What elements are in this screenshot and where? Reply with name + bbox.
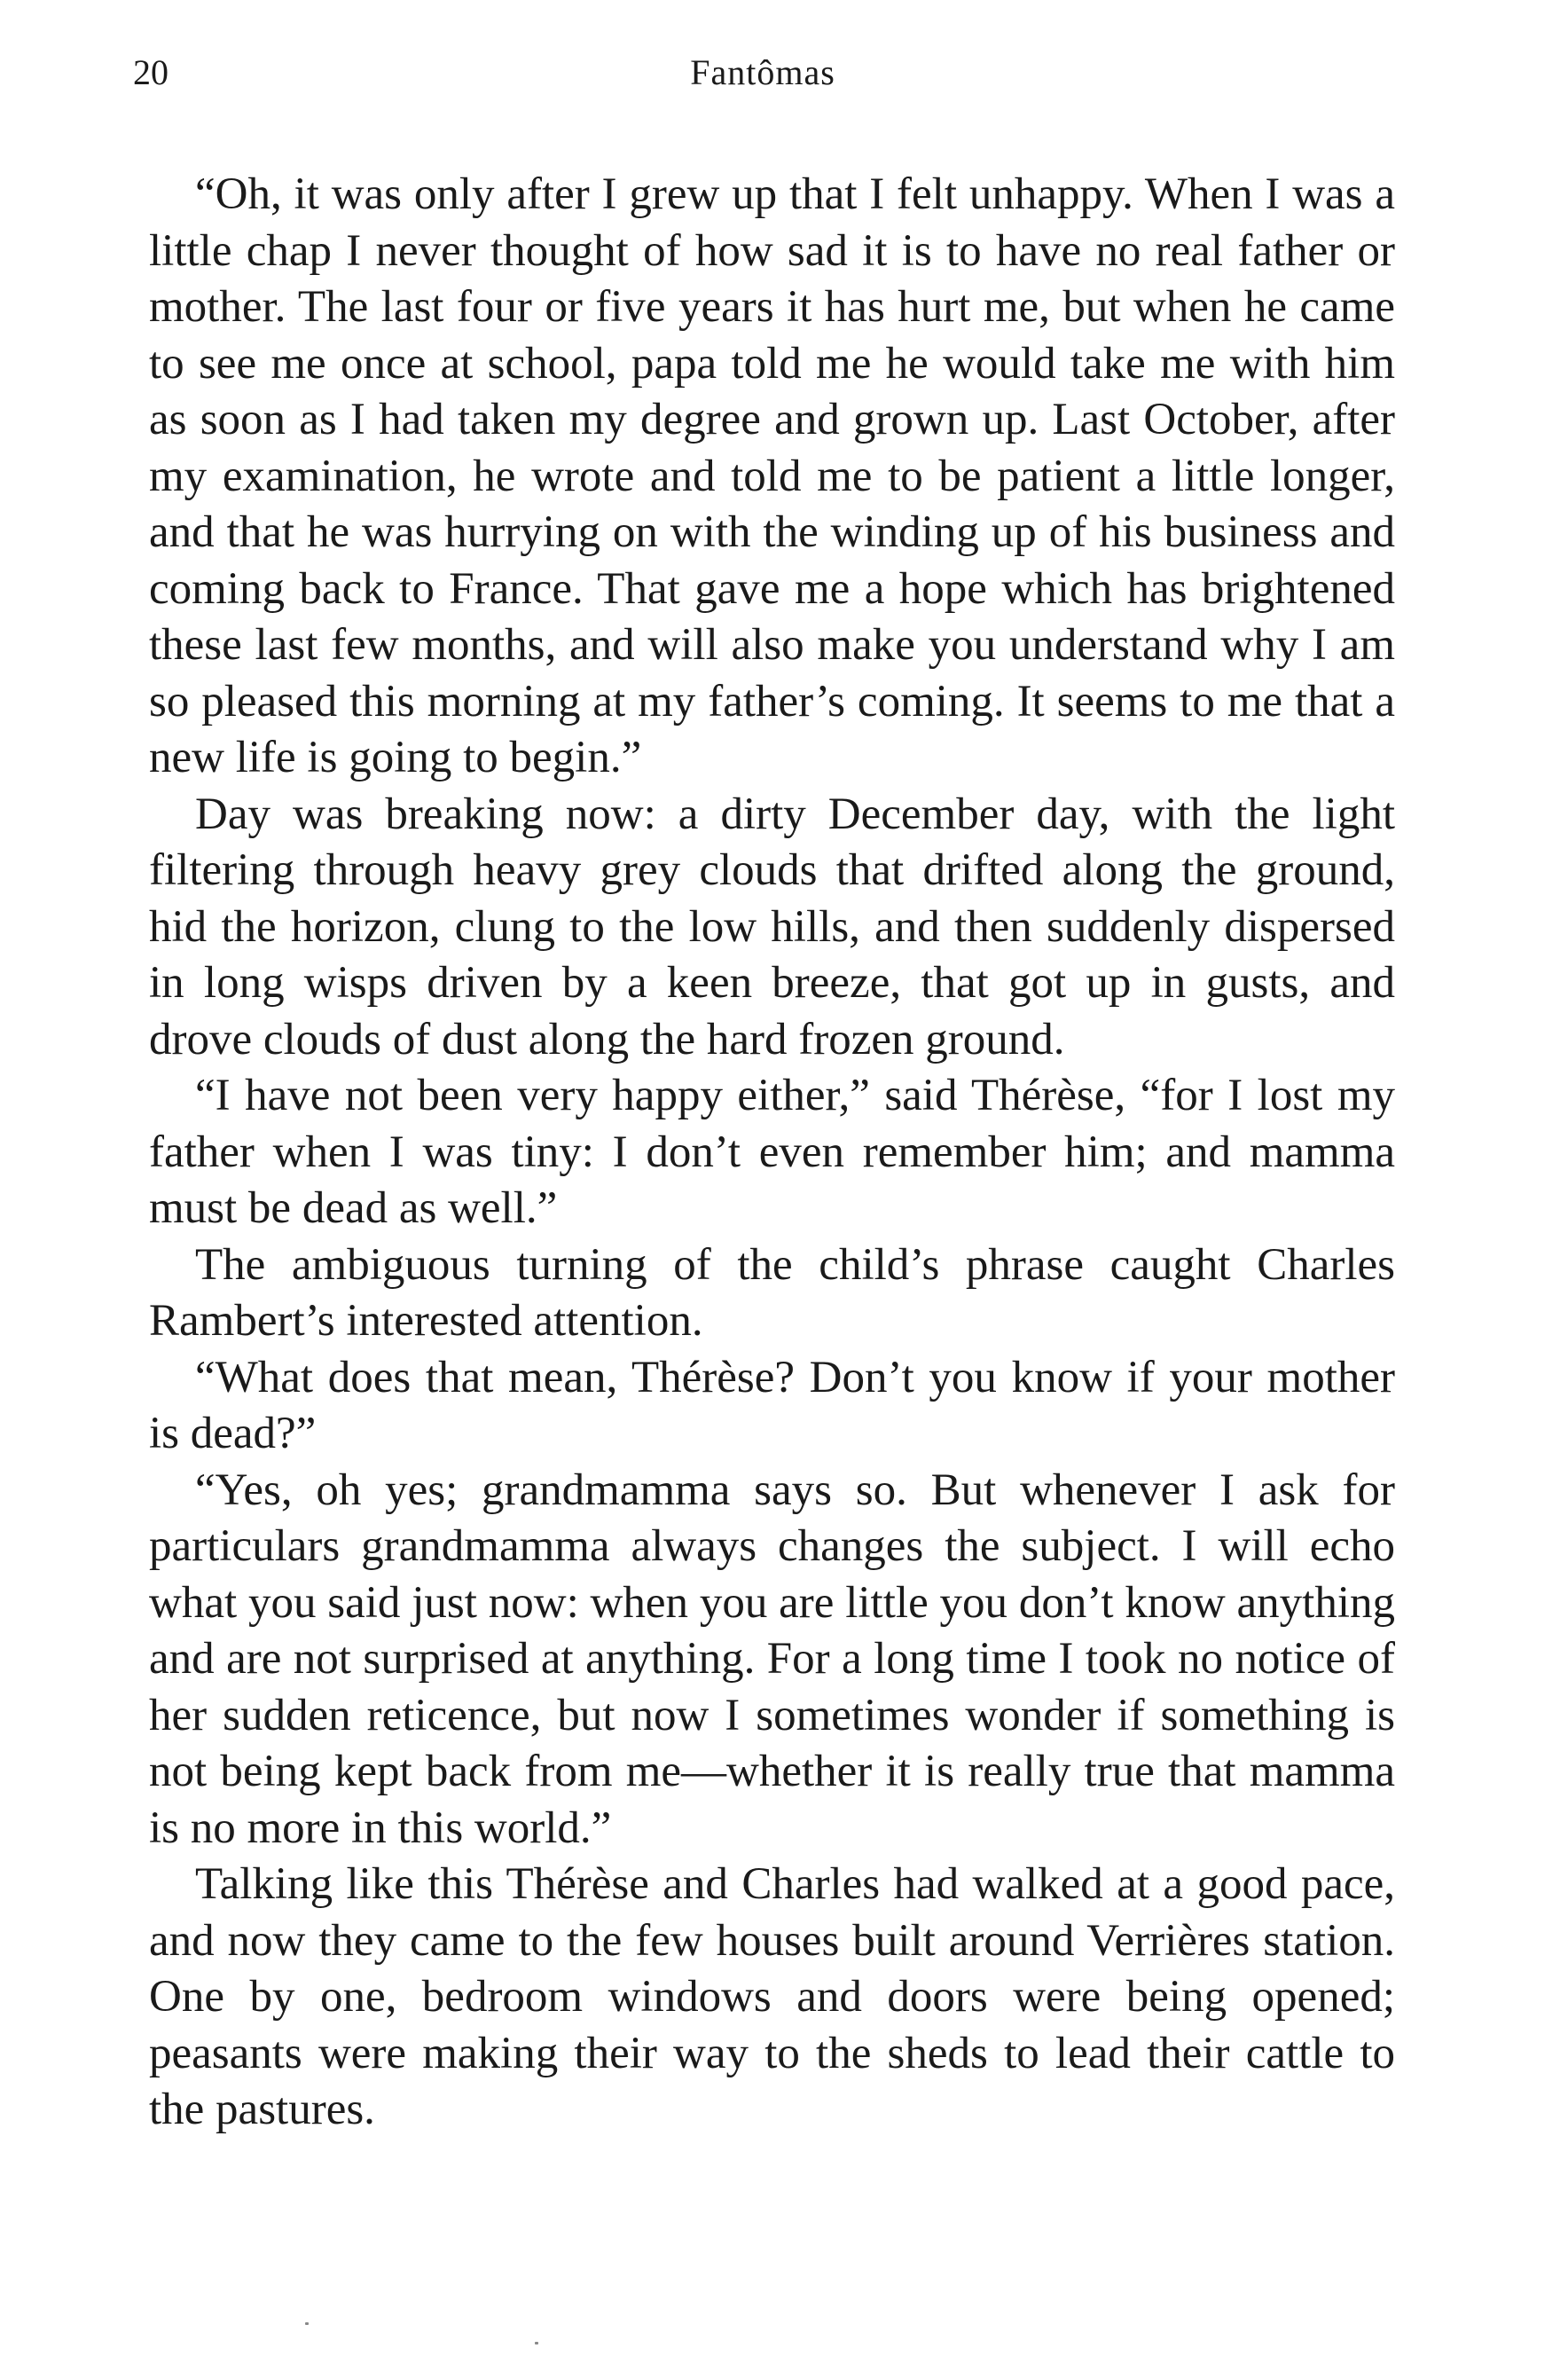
scan-speck: [535, 2342, 538, 2344]
scan-speck: [305, 2322, 309, 2325]
paragraph: Talking like this Thérèse and Charles had walked at a good pace, and now they came to the few houses built around Verrières station. One by one, bedroom windows and doors were being opened; peasants were making their way to the sheds to lead their cattle to the pastures.: [149, 1859, 1395, 2134]
paragraph: Day was breaking now: a dirty December day, with the light filtering through heavy grey clouds that drifted along the ground, hid the horizon, clung to the low hills, and then suddenly dispersed in long wisps driven by a keen breeze, that got up in gusts, and drove clouds of dust along the hard frozen ground.: [149, 789, 1395, 1064]
paragraph: “I have not been very happy either,” said Thérèse, “for I lost my father when I was tiny: I don’t even remember him; and mamma must be dead as well.”: [149, 1071, 1395, 1233]
paragraph: “What does that mean, Thérèse? Don’t you know if your mother is dead?”: [149, 1352, 1395, 1458]
body-text: [149, 167, 1395, 2139]
running-title: Fantômas: [690, 52, 835, 92]
paragraph: “Yes, oh yes; grandmamma says so. But whenever I ask for particulars grandmamma always changes the subject. I will echo what you said just now: when you are little you don’t know anything and are not surprised at anything. For a long time I took no notice of her sudden reticence, but now I sometimes wonder if something is not being kept back from me—whether it is really true that mamma is no more in this world.”: [149, 1465, 1395, 1853]
running-head: [133, 46, 1392, 99]
paragraph: The ambiguous turning of the child’s phrase caught Charles Rambert’s interested attention.: [149, 1239, 1395, 1346]
paragraph: “Oh, it was only after I grew up that I felt unhappy. When I was a little chap I never thought of how sad it is to have no real father or mother. The last four or five years it has hurt me, but when he came to see me once at school, papa told me he would take me with him as soon as I had taken my degree and grown up. Last October, after my examination, he wrote and told me to be patient a little longer, and that he was hurrying on with the winding up of his business and coming back to France. That gave me a hope which has brightened these last few months, and will also make you understand why I am so pleased this morning at my father’s coming. It seems to me that a new life is going to begin.”: [149, 169, 1395, 782]
page-number: 20: [133, 52, 169, 92]
